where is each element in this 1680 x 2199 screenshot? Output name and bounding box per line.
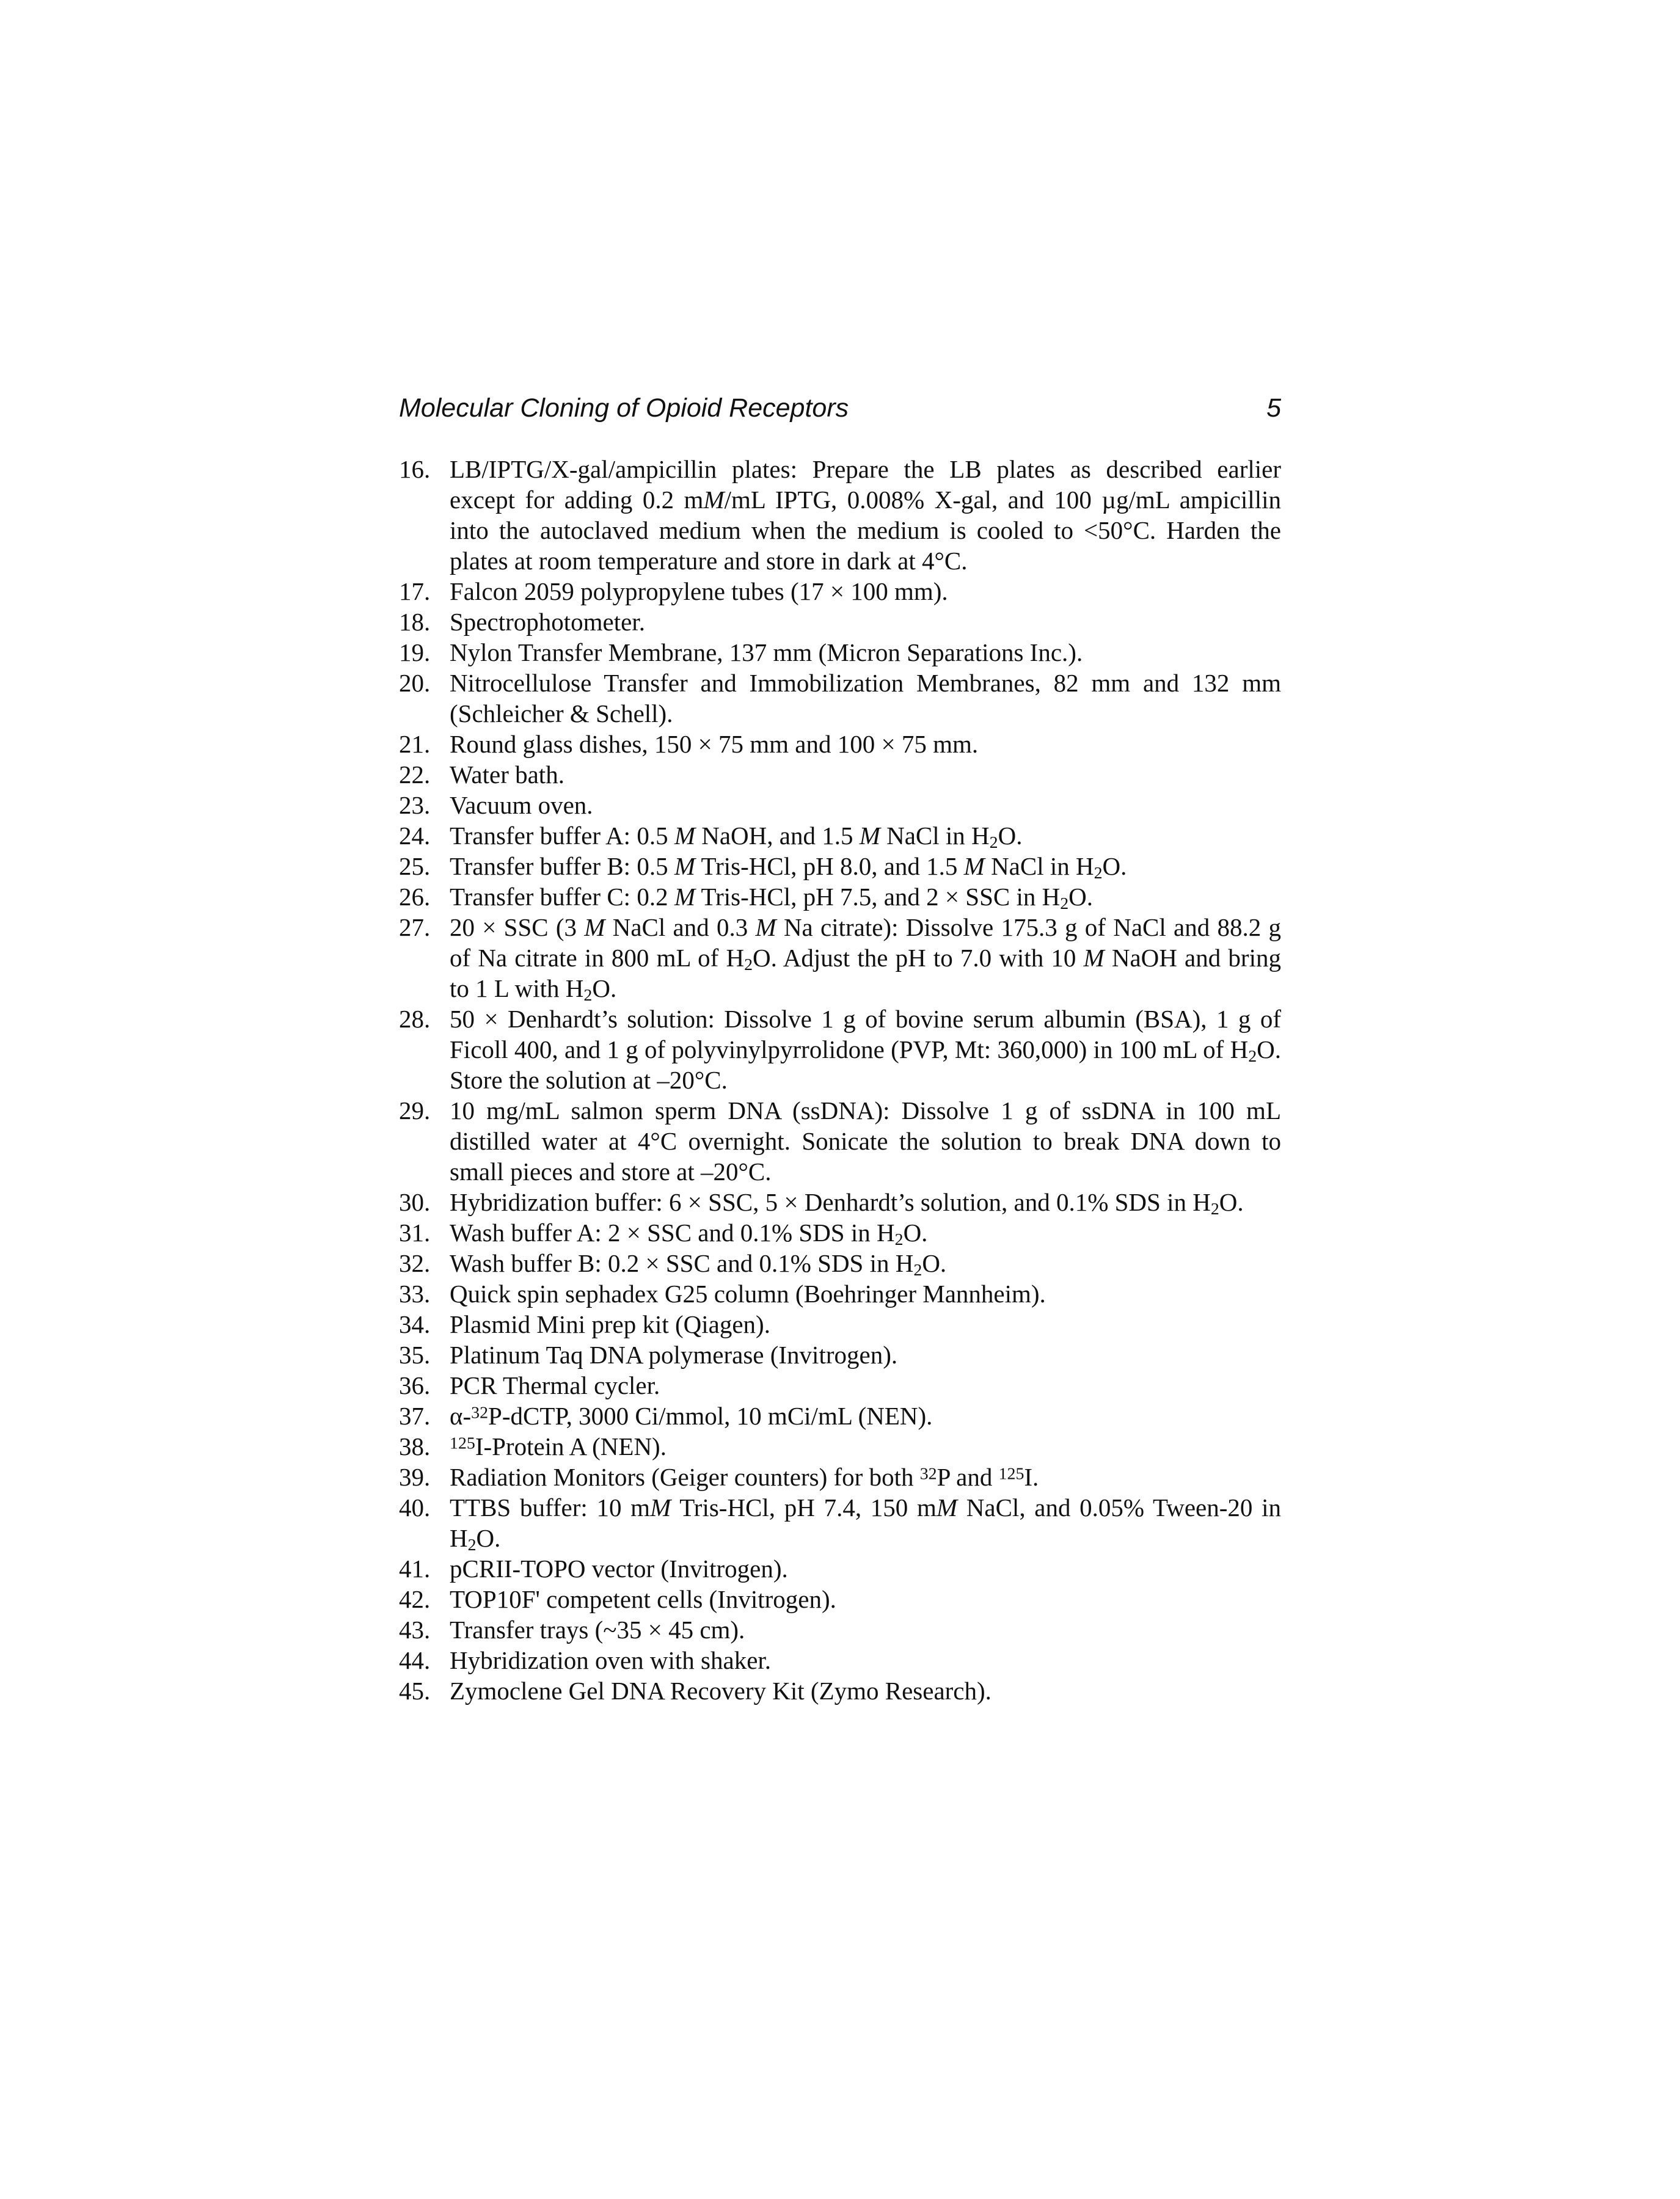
item-text <box>450 576 1281 607</box>
text-run: 50 × Denhardt’s solution: Dissolve 1 g of bovine serum albumin (BSA), 1 g of Ficoll 400, and 1 g of polyvinylpyrrolidone (PVP, Mt: 360,000) in 100 mL of H <box>450 1005 1281 1063</box>
item-number: 36. <box>399 1371 431 1399</box>
text-run: 20 × SSC (3 <box>450 913 585 941</box>
text-run: Quick spin sephadex G25 column (Boehringer Mannheim). <box>450 1280 1046 1308</box>
text-run: O. Adjust the pH to 7.0 with 10 <box>753 944 1084 972</box>
item-text <box>450 454 1281 576</box>
item-number: 17. <box>399 577 431 605</box>
list-item <box>399 576 1281 607</box>
text-run: Radiation Monitors (Geiger counters) for both <box>450 1463 920 1491</box>
italic-unit: M <box>650 1493 671 1522</box>
item-text <box>450 1309 1281 1340</box>
item-text <box>450 820 1281 851</box>
text-run: TTBS buffer: 10 m <box>450 1493 651 1522</box>
list-item <box>399 912 1281 1004</box>
subscript: 2 <box>1210 1200 1219 1219</box>
list-item <box>399 820 1281 851</box>
text-run: PCR Thermal cycler. <box>450 1371 660 1399</box>
item-text <box>450 729 1281 759</box>
list-item <box>399 1645 1281 1676</box>
italic-unit: M <box>703 486 725 514</box>
text-run: pCRII-TOPO vector (Invitrogen). <box>450 1555 788 1583</box>
text-run: Na citrate): Dissolve 175.3 g of NaCl and 88.2 g of Na citrate in 800 mL of H <box>450 913 1281 972</box>
item-number: 34. <box>399 1310 431 1338</box>
item-text <box>450 1248 1281 1278</box>
text-run: Nitrocellulose Transfer and Immobilization Membranes, 82 mm and 132 mm (Schleicher & Schell). <box>450 669 1281 728</box>
list-item <box>399 1401 1281 1431</box>
text-run: NaCl in H <box>880 822 990 850</box>
item-number: 45. <box>399 1677 431 1705</box>
item-number: 23. <box>399 791 431 819</box>
text-run: O. <box>1102 852 1127 880</box>
text-run: O. <box>1068 883 1094 911</box>
text-run: /mL IPTG, 0.008% X-gal, and 100 µg/mL ampicillin into the autoclaved medium when the medium is cooled to <50°C. Harden the plates at room temperature and store in dark at 4°C. <box>450 486 1281 575</box>
subscript: 2 <box>583 986 593 1005</box>
text-run: Tris-HCl, pH 8.0, and 1.5 <box>695 852 964 880</box>
item-number: 20. <box>399 669 431 697</box>
text-run: NaCl and 0.3 <box>605 913 756 941</box>
italic-unit: M <box>936 1493 958 1522</box>
item-number: 43. <box>399 1616 431 1644</box>
text-run: O. Store the solution at –20°C. <box>450 1035 1281 1094</box>
text-run: Hybridization buffer: 6 × SSC, 5 × Denhardt’s solution, and 0.1% SDS in H <box>450 1188 1211 1216</box>
list-item <box>399 881 1281 912</box>
text-run: O. <box>592 974 617 1002</box>
running-title: Molecular Cloning of Opioid Receptors <box>399 393 849 423</box>
item-number: 41. <box>399 1555 431 1583</box>
text-run: Transfer trays (~35 × 45 cm). <box>450 1616 745 1644</box>
text-run: LB/IPTG/X-gal/ampicillin plates: Prepare the LB plates as described earlier except for adding 0.2 m <box>450 455 1281 514</box>
text-run: Tris-HCl, pH 7.5, and 2 × SSC in H <box>695 883 1061 911</box>
item-number: 25. <box>399 852 431 880</box>
list-item <box>399 1462 1281 1492</box>
item-number: 30. <box>399 1188 431 1216</box>
text-run: Water bath. <box>450 760 564 789</box>
italic-unit: M <box>755 913 776 941</box>
item-number: 37. <box>399 1402 431 1430</box>
item-number: 33. <box>399 1280 431 1308</box>
item-number: 18. <box>399 608 431 636</box>
italic-unit: M <box>674 883 695 911</box>
text-run: Hybridization oven with shaker. <box>450 1646 772 1674</box>
item-text <box>450 1431 1281 1462</box>
text-run: Wash buffer A: 2 × SSC and 0.1% SDS in H <box>450 1219 895 1247</box>
subscript: 2 <box>744 955 753 975</box>
item-text <box>450 1340 1281 1370</box>
text-run: P and <box>937 1463 999 1491</box>
materials-list <box>399 454 1281 1706</box>
item-number: 16. <box>399 455 431 483</box>
item-text <box>450 607 1281 637</box>
item-text <box>450 1004 1281 1095</box>
text-run: NaOH and bring to 1 L with H <box>450 944 1281 1002</box>
item-number: 38. <box>399 1432 431 1461</box>
page-number: 5 <box>1266 393 1281 423</box>
text-run: Tris-HCl, pH 7.4, 150 m <box>671 1493 937 1522</box>
italic-unit: M <box>584 913 605 941</box>
item-text <box>450 790 1281 820</box>
item-number: 35. <box>399 1341 431 1369</box>
list-item <box>399 607 1281 637</box>
list-item <box>399 1004 1281 1095</box>
text-run: Wash buffer B: 0.2 × SSC and 0.1% SDS in H <box>450 1249 914 1277</box>
list-item <box>399 1614 1281 1645</box>
text-run: Plasmid Mini prep kit (Qiagen). <box>450 1310 770 1338</box>
list-item <box>399 454 1281 576</box>
subscript: 2 <box>913 1261 922 1280</box>
item-number: 42. <box>399 1585 431 1613</box>
running-header <box>399 391 1281 425</box>
item-text <box>450 1553 1281 1584</box>
italic-unit: M <box>859 822 880 850</box>
subscript: 2 <box>467 1536 477 1555</box>
item-text <box>450 851 1281 881</box>
item-text <box>450 881 1281 912</box>
superscript: 125 <box>998 1464 1024 1484</box>
text-run: P-dCTP, 3000 Ci/mmol, 10 mCi/mL (NEN). <box>488 1402 933 1430</box>
item-text <box>450 1401 1281 1431</box>
text-run: Nylon Transfer Membrane, 137 mm (Micron Separations Inc.). <box>450 638 1083 666</box>
item-text <box>450 1370 1281 1401</box>
item-text <box>450 1584 1281 1614</box>
list-item <box>399 1492 1281 1553</box>
item-number: 27. <box>399 913 431 941</box>
item-text <box>450 637 1281 668</box>
subscript: 2 <box>1094 864 1103 883</box>
text-run: α- <box>450 1402 472 1430</box>
item-text <box>450 668 1281 729</box>
list-item <box>399 790 1281 820</box>
item-text <box>450 1614 1281 1645</box>
list-item <box>399 1340 1281 1370</box>
superscript: 32 <box>471 1403 489 1423</box>
list-item <box>399 1431 1281 1462</box>
list-item <box>399 1553 1281 1584</box>
subscript: 2 <box>1248 1047 1257 1067</box>
text-run: TOP10F' competent cells (Invitrogen). <box>450 1585 836 1613</box>
item-text <box>450 1492 1281 1553</box>
list-item <box>399 1248 1281 1278</box>
list-item <box>399 1584 1281 1614</box>
list-item <box>399 1370 1281 1401</box>
item-text <box>450 1217 1281 1248</box>
item-number: 21. <box>399 730 431 758</box>
item-number: 19. <box>399 638 431 666</box>
text-run: Zymoclene Gel DNA Recovery Kit (Zymo Research). <box>450 1677 992 1705</box>
text-run: 10 mg/mL salmon sperm DNA (ssDNA): Dissolve 1 g of ssDNA in 100 mL distilled water at 4°C overnight. Sonicate the solution to break DNA down to small pieces and store at –20°C. <box>450 1096 1281 1186</box>
italic-unit: M <box>963 852 985 880</box>
list-item <box>399 1309 1281 1340</box>
list-item <box>399 759 1281 790</box>
item-number: 29. <box>399 1096 431 1125</box>
list-item <box>399 1676 1281 1706</box>
item-number: 26. <box>399 883 431 911</box>
superscript: 125 <box>450 1434 475 1453</box>
item-text <box>450 912 1281 1004</box>
subscript: 2 <box>989 833 998 853</box>
item-text <box>450 759 1281 790</box>
text-run: O. <box>998 822 1023 850</box>
item-text <box>450 1187 1281 1217</box>
text-run: I. <box>1024 1463 1039 1491</box>
list-item <box>399 1095 1281 1187</box>
text-run: O. <box>922 1249 947 1277</box>
italic-unit: M <box>674 852 695 880</box>
item-text <box>450 1278 1281 1309</box>
text-run: Vacuum oven. <box>450 791 593 819</box>
subscript: 2 <box>894 1230 904 1250</box>
superscript: 32 <box>919 1464 937 1484</box>
text-run: NaCl, and 0.05% Tween-20 in H <box>450 1493 1281 1552</box>
item-number: 24. <box>399 822 431 850</box>
text-run: Platinum Taq DNA polymerase (Invitrogen). <box>450 1341 898 1369</box>
italic-unit: M <box>1083 944 1105 972</box>
item-number: 39. <box>399 1463 431 1491</box>
subscript: 2 <box>1060 894 1069 914</box>
item-text <box>450 1462 1281 1492</box>
item-number: 28. <box>399 1005 431 1033</box>
item-text <box>450 1676 1281 1706</box>
text-run: O. <box>903 1219 928 1247</box>
text-run: O. <box>1219 1188 1244 1216</box>
text-run: Transfer buffer B: 0.5 <box>450 852 674 880</box>
text-run: NaCl in H <box>984 852 1094 880</box>
list-item <box>399 637 1281 668</box>
text-run: I-Protein A (NEN). <box>475 1432 667 1461</box>
item-text <box>450 1095 1281 1187</box>
list-item <box>399 1217 1281 1248</box>
list-item <box>399 668 1281 729</box>
item-number: 40. <box>399 1493 431 1522</box>
item-number: 44. <box>399 1646 431 1674</box>
text-run: Transfer buffer C: 0.2 <box>450 883 674 911</box>
text-run: NaOH, and 1.5 <box>695 822 860 850</box>
item-text <box>450 1645 1281 1676</box>
item-number: 22. <box>399 760 431 789</box>
text-run: Transfer buffer A: 0.5 <box>450 822 674 850</box>
item-number: 31. <box>399 1219 431 1247</box>
text-run: Falcon 2059 polypropylene tubes (17 × 100 mm). <box>450 577 948 605</box>
list-item <box>399 729 1281 759</box>
item-number: 32. <box>399 1249 431 1277</box>
text-run: Spectrophotometer. <box>450 608 645 636</box>
text-run: O. <box>476 1524 501 1552</box>
text-run: Round glass dishes, 150 × 75 mm and 100 × 75 mm. <box>450 730 979 758</box>
list-item <box>399 1278 1281 1309</box>
italic-unit: M <box>674 822 695 850</box>
list-item <box>399 1187 1281 1217</box>
list-item <box>399 851 1281 881</box>
